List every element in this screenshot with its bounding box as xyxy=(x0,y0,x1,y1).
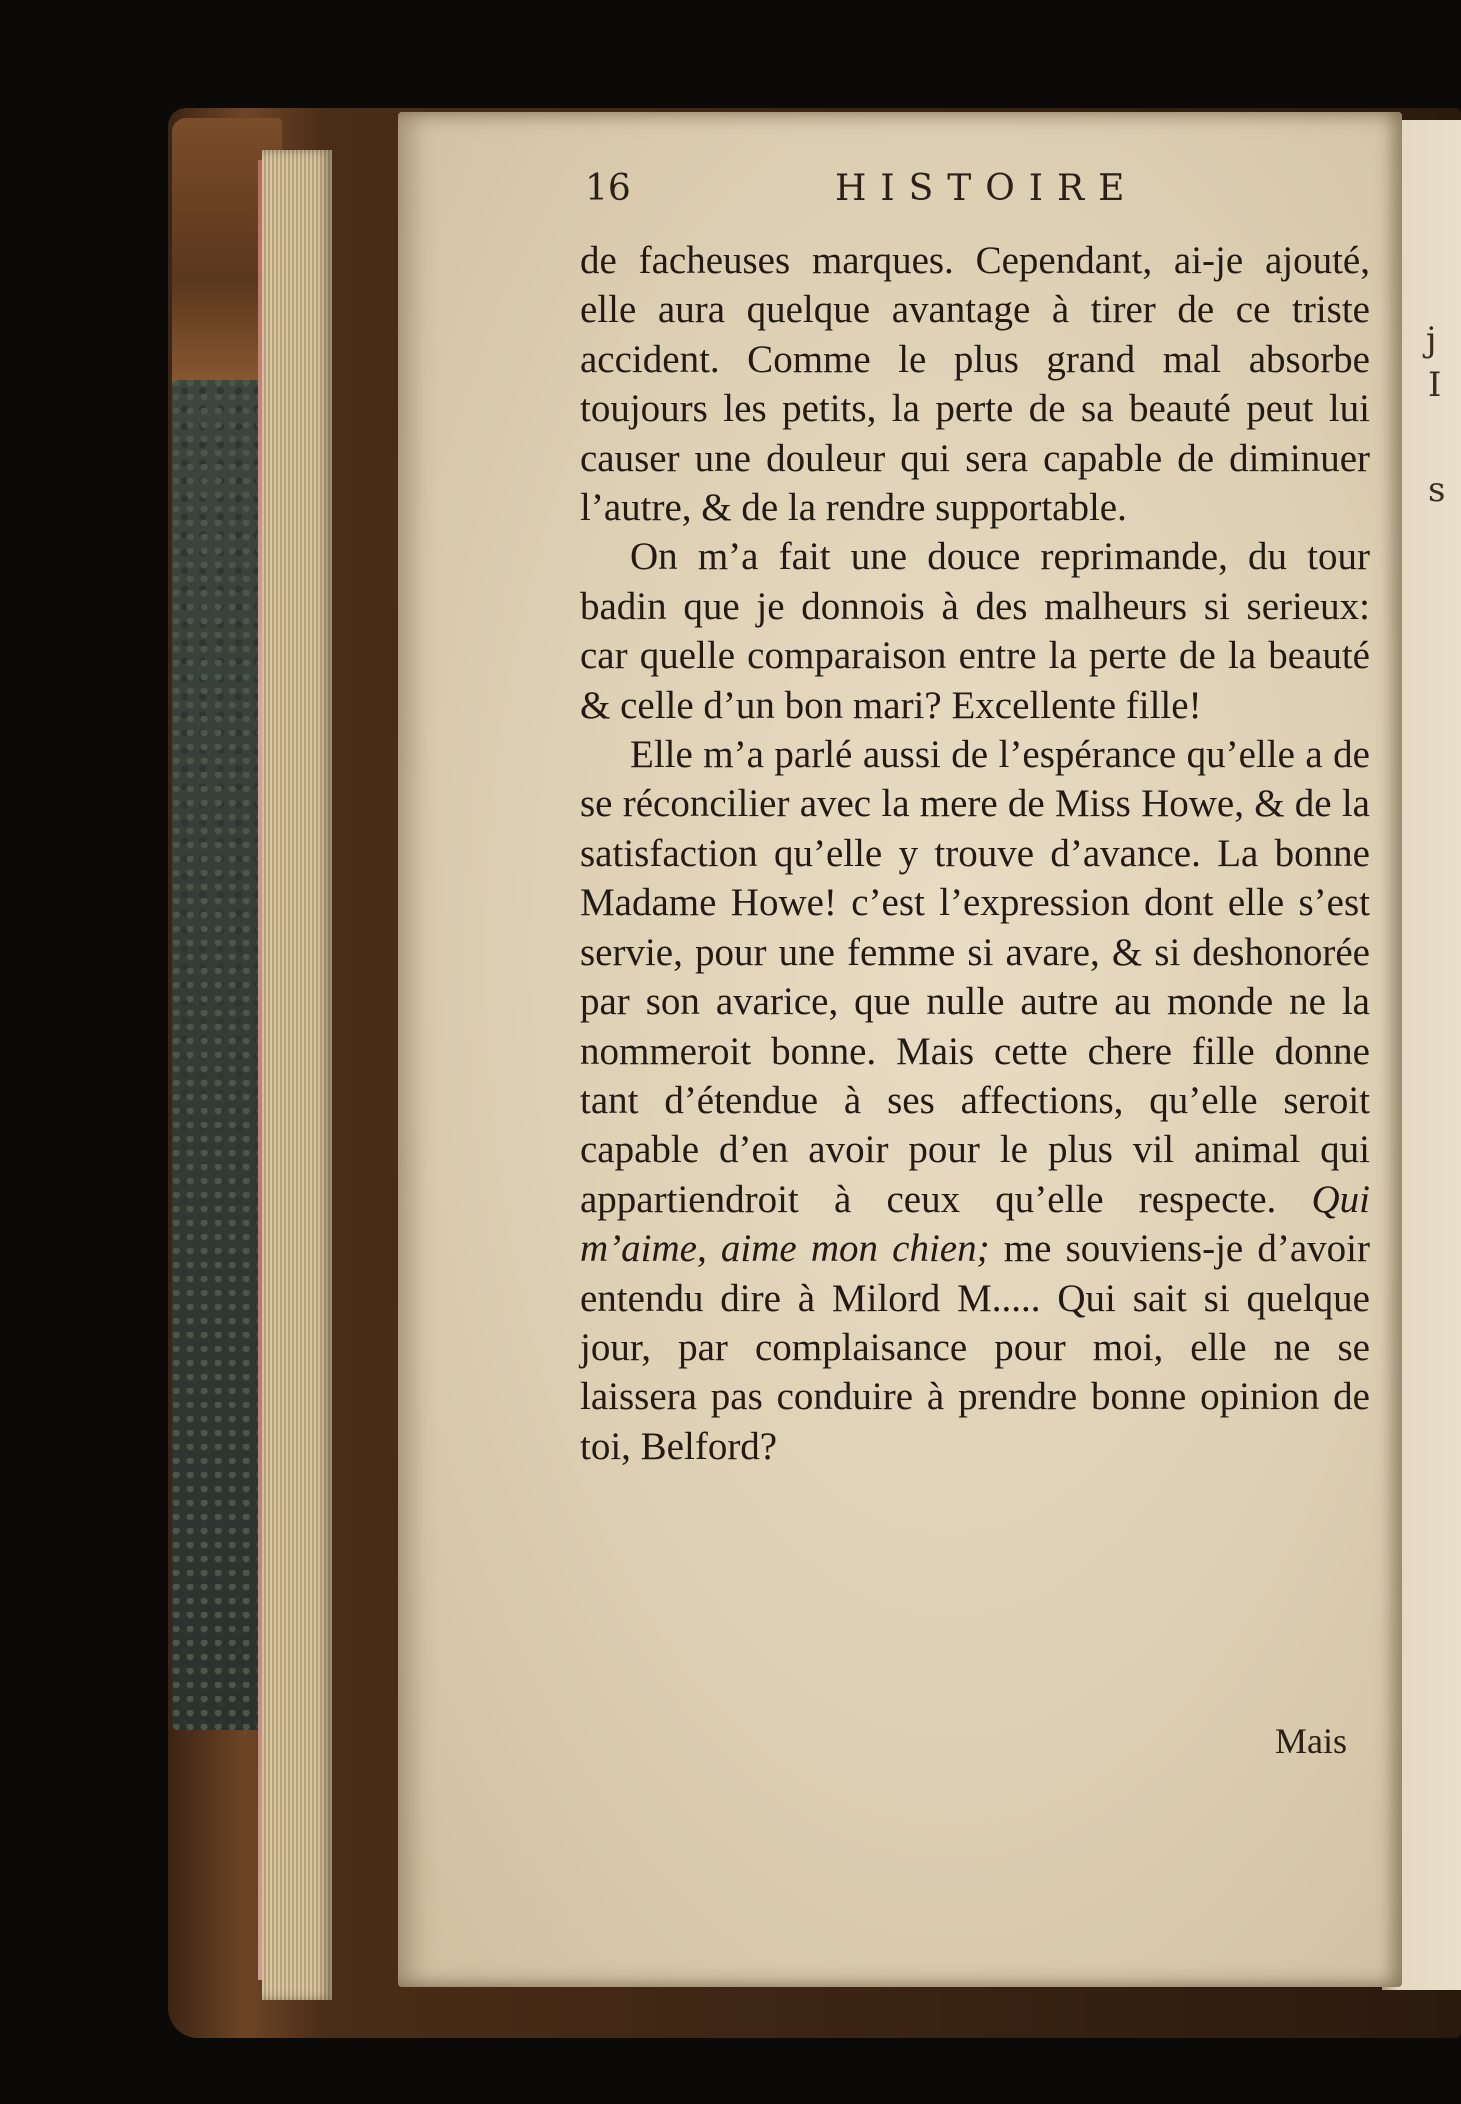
facing-mark: I xyxy=(1428,365,1442,405)
page-edges xyxy=(262,150,332,2000)
catchword: Mais xyxy=(1275,1721,1347,1761)
marbled-cover xyxy=(172,380,272,1730)
facing-mark: s xyxy=(1428,470,1446,510)
running-title: HISTOIRE xyxy=(835,168,1139,209)
paragraph-text: me souviens-je d’avoir entendu dire à Milord M..... Qui sait si quelque jour, par complaisance pour moi, elle ne se laissera pas conduire à prendre bonne opinion de toi, Belford? xyxy=(580,1227,1370,1468)
paragraph-text: Elle m’a parlé aussi de l’espérance qu’elle a de se réconcilier avec la mere de Miss Howe, & de la satisfaction qu’elle y trouve d’avance. La bonne Madame Howe! c’est l’expression dont elle s’est servie, pour une femme si avare, & si deshonorée par son avarice, que nulle autre au monde ne la nommeroit bonne. Mais cette chere fille donne tant d’étendue à ses affections, qu’elle seroit capable d’en avoir pour le plus vil animal qui appartiendroit à ceux qu’elle respecte. xyxy=(580,733,1370,1221)
paragraph xyxy=(580,730,1370,1471)
paragraph: de facheuses marques. Cependant, ai-je ajouté, elle aura quelque avantage à tirer de ce triste accident. Comme le plus grand mal absorbe toujours les petits, la perte de sa beauté peut lui causer une douleur qui sera capable de diminuer l’autre, & de la rendre supportable. xyxy=(580,239,1370,530)
paragraph: On m’a fait une douce reprimande, du tour badin que je donnois à des malheurs si serieux: car quelle comparaison entre la perte de la beauté & celle d’un bon mari? Excellente fille! xyxy=(580,535,1370,727)
body-text xyxy=(580,236,1370,1471)
facing-mark: j xyxy=(1426,320,1437,360)
italic-quote: Qui m’aime, aime mon chien; xyxy=(580,1177,1371,1271)
page-number: 16 xyxy=(585,168,631,209)
